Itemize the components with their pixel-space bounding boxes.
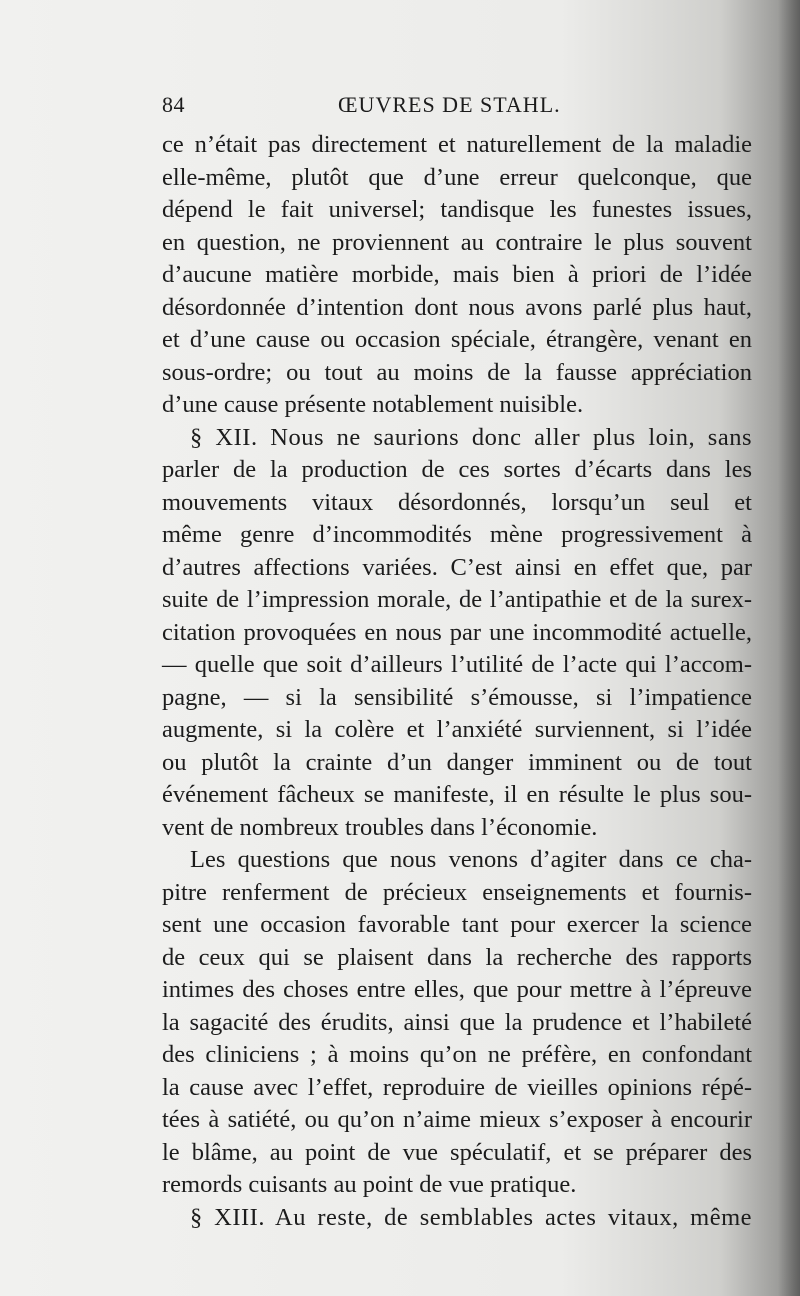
text-line: la sagacité des érudits, ainsi que la prudence et l’habileté xyxy=(162,1008,752,1036)
text-line: d’aucune matière morbide, mais bien à priori de l’idée xyxy=(162,261,752,288)
text-line: mouvements vitaux désordonnés, lorsqu’un seul et xyxy=(162,488,752,516)
text-line: — quelle que soit d’ailleurs l’utilité de l’acte qui l’accom- xyxy=(162,651,752,678)
running-header xyxy=(160,92,750,126)
section-xiii-heading-line: § XIII. Au reste, de semblables actes vitaux, même xyxy=(190,1203,752,1231)
text-line: et d’une cause ou occasion spéciale, étrangère, venant en xyxy=(162,326,752,353)
text-line: même genre d’incommodités mène progressivement à xyxy=(162,521,752,548)
text-line: citation provoquées en nous par une incommodité actuelle, xyxy=(162,618,752,646)
text-line: parler de la production de ces sortes d’écarts dans les xyxy=(162,456,752,483)
text-line: elle-même, plutôt que d’une erreur quelconque, que xyxy=(162,163,752,191)
text-line: événement fâcheux se manifeste, il en résulte le plus sou- xyxy=(162,781,752,808)
text-line: d’autres affections variées. C’est ainsi en effet que, par xyxy=(162,553,752,581)
paragraph-start-line: Les questions que nous venons d’agiter dans ce cha- xyxy=(190,846,752,873)
section-xii-heading-line: § XII. Nous ne saurions donc aller plus loin, sans xyxy=(190,423,752,451)
text-line: le blâme, au point de vue spéculatif, et se préparer des xyxy=(162,1138,752,1166)
text-line: dépend le fait universel; tandisque les funestes issues, xyxy=(162,196,752,223)
text-line: tées à satiété, ou qu’on n’aime mieux s’exposer à encourir xyxy=(162,1106,752,1133)
paragraph-end-line: vent de nombreux troubles dans l’économie. xyxy=(162,813,598,841)
running-title: ŒUVRES DE STAHL. xyxy=(338,92,561,117)
text-line: suite de l’impression morale, de l’antipathie et de la surex- xyxy=(162,586,752,613)
text-line: sous-ordre; ou tout au moins de la fausse appréciation xyxy=(162,358,752,386)
page-edge-shadow xyxy=(778,0,800,1296)
text-line: désordonnée d’intention dont nous avons parlé plus haut, xyxy=(162,293,752,321)
paragraph-end-line: d’une cause présente notablement nuisible. xyxy=(162,391,584,418)
text-line: la cause avec l’effet, reproduire de vieilles opinions répé- xyxy=(162,1073,752,1101)
text-line: augmente, si la colère et l’anxiété surviennent, si l’idée xyxy=(162,716,752,743)
text-line: de ceux qui se plaisent dans la recherche des rapports xyxy=(162,943,752,971)
text-line: ce n’était pas directement et naturellement de la maladie xyxy=(162,131,752,158)
text-line: pitre renferment de précieux enseignements et fournis- xyxy=(162,878,752,906)
paragraph-end-line: remords cuisants au point de vue pratique. xyxy=(162,1171,577,1198)
text-line: pagne, — si la sensibilité s’émousse, si l’impatience xyxy=(162,683,752,711)
page-number: 84 xyxy=(162,92,185,117)
body-text xyxy=(162,129,752,1234)
text-line: ou plutôt la crainte d’un danger imminent ou de tout xyxy=(162,748,752,776)
text-line: en question, ne proviennent au contraire le plus souvent xyxy=(162,228,752,256)
text-line: sent une occasion favorable tant pour exercer la science xyxy=(162,911,752,938)
text-line: intimes des choses entre elles, que pour mettre à l’épreuve xyxy=(162,976,752,1003)
text-line: des cliniciens ; à moins qu’on ne préfère, en confondant xyxy=(162,1041,752,1068)
